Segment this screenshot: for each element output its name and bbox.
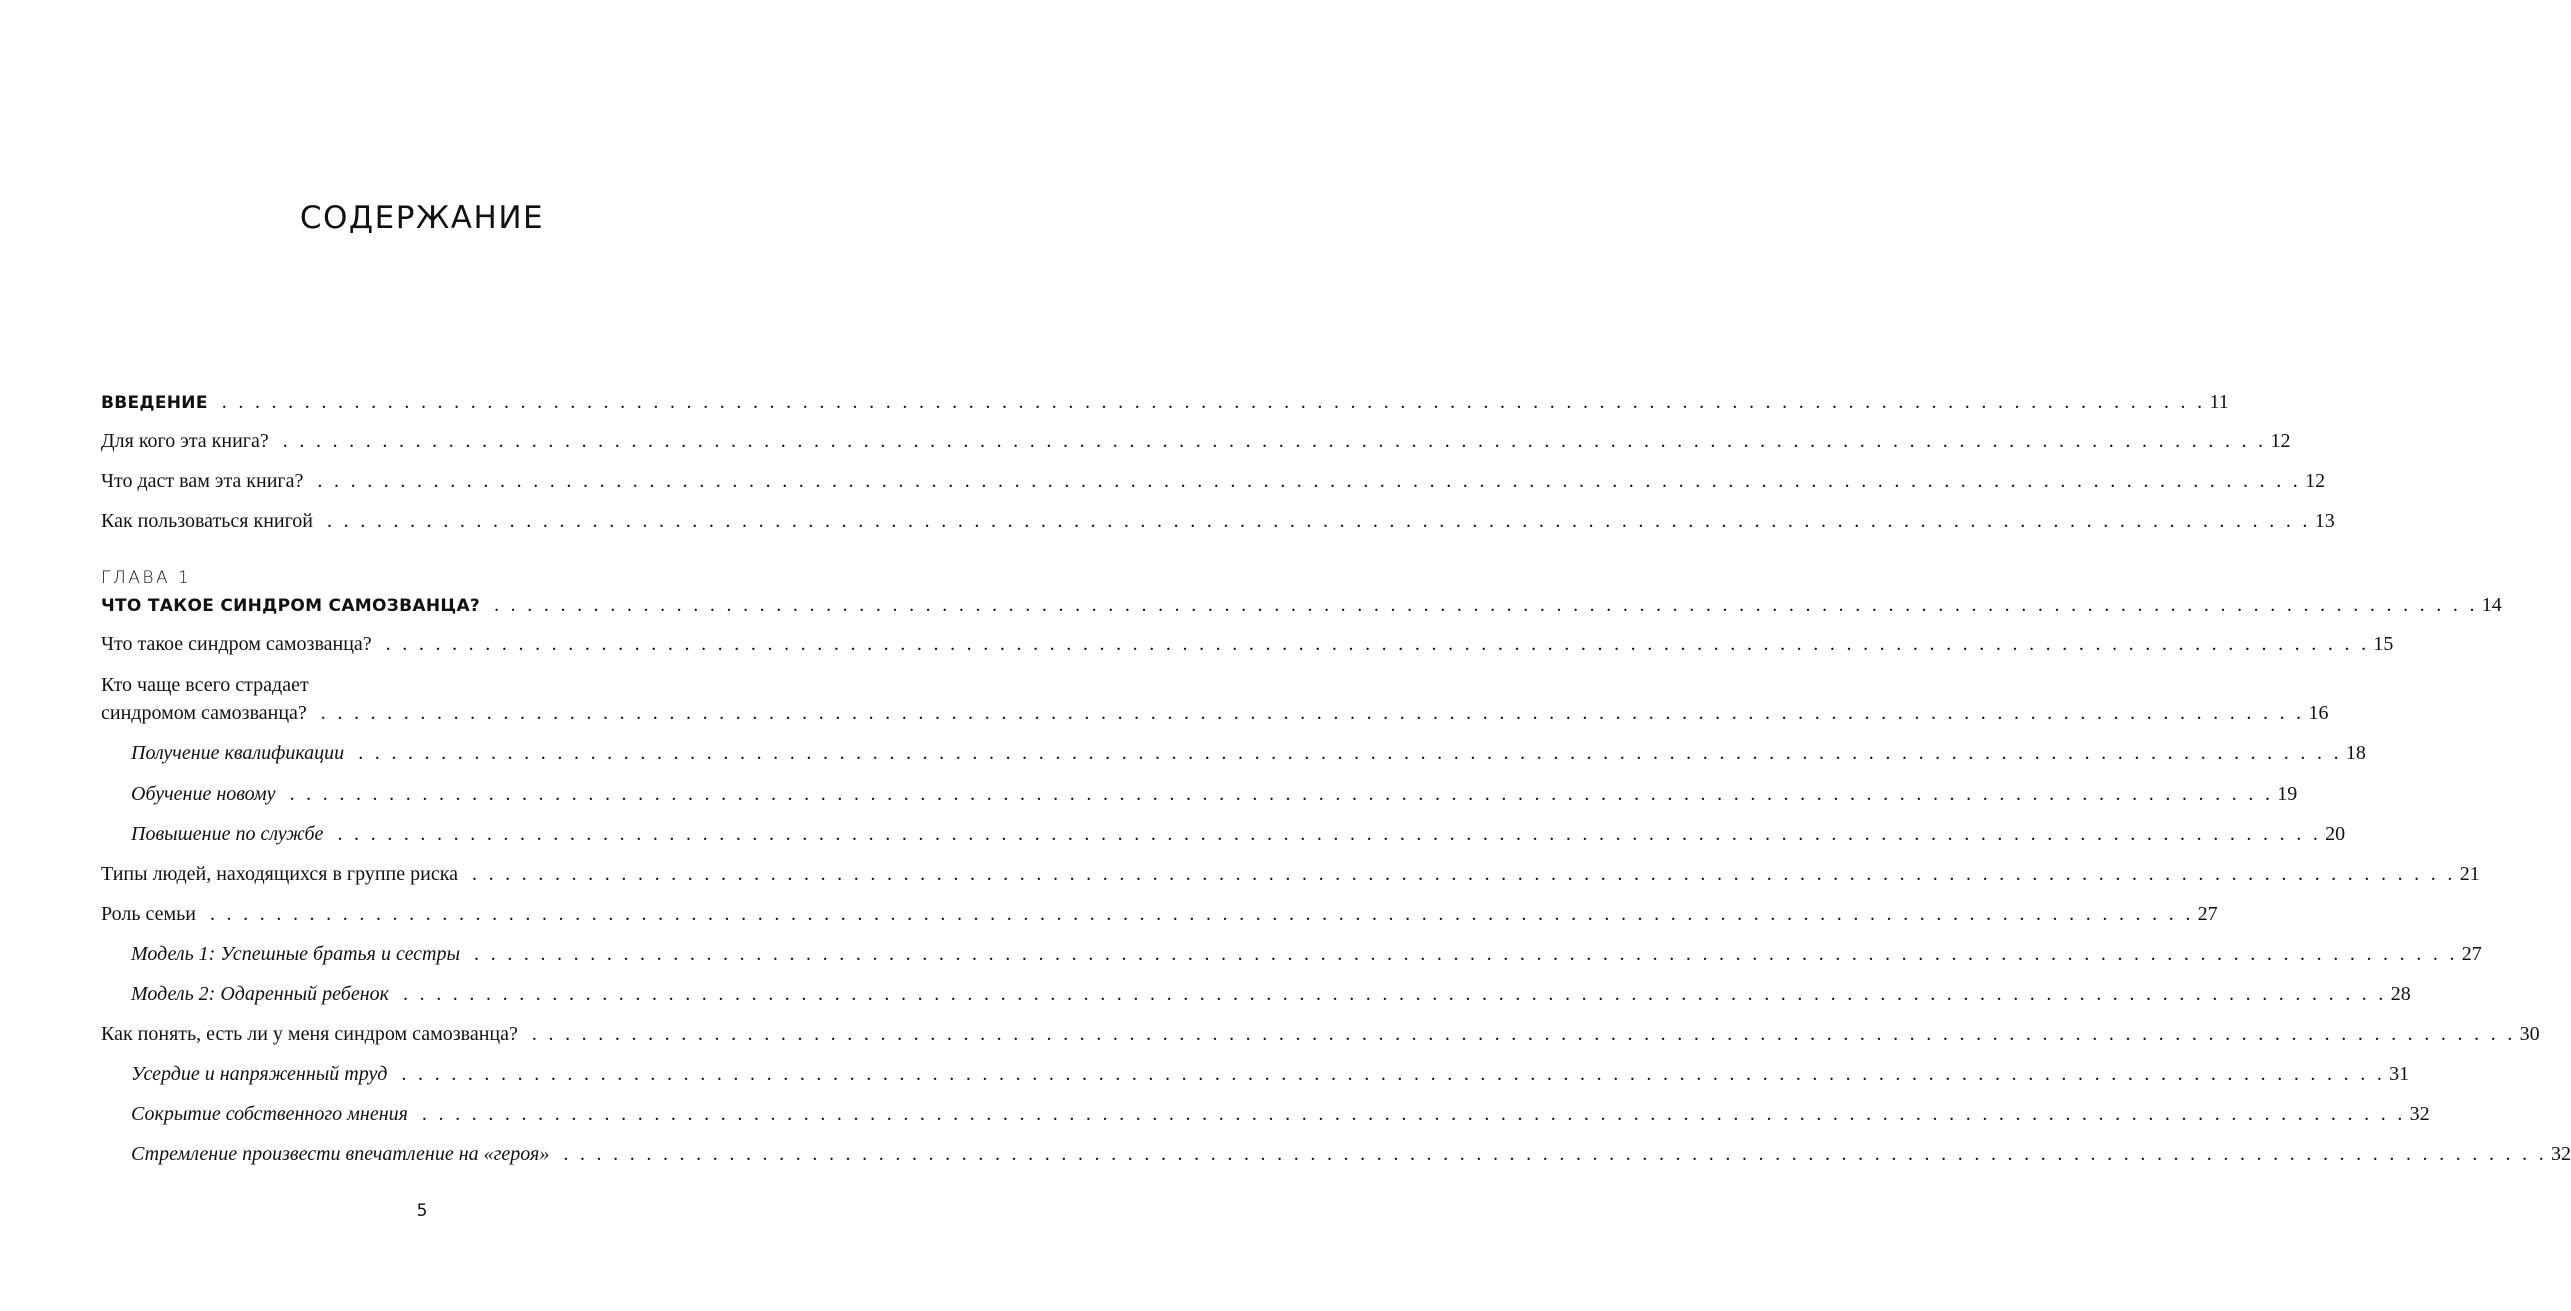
toc-entry[interactable]: Стремление произвести впечатление на «героя» . . . . . . . . . . . . . . . . . . . . . . . . . . . . . . . . . . . . . . . . . . . . . . . . . . . . . . . . . . . . . . . . . . . . . . . . . . . . . . . . . . . . . . . . . . . . . . . . . . . . . . . . . . . . . . . . . . . . . . . . 32 — [131, 1143, 2571, 1165]
toc-entry[interactable]: Модель 1: Успешные братья и сестры . . . . . . . . . . . . . . . . . . . . . . . . . . . . . . . . . . . . . . . . . . . . . . . . . . . . . . . . . . . . . . . . . . . . . . . . . . . . . . . . . . . . . . . . . . . . . . . . . . . . . . . . . . . . . . . . . . . . . . . . 27 — [131, 943, 2482, 965]
dot-leader: . . . . . . . . . . . . . . . . . . . . . . . . . . . . . . . . . . . . . . . . . . . . . . . . . . . . . . . . . . . . . . . . . . . . . . . . . . . . . . . . . . . . . . . . . . . . . . . . . . . . . . . . . . . . . . . . . . . . . . . . — [221, 391, 2206, 413]
toc-entry[interactable]: Для кого эта книга? . . . . . . . . . . . . . . . . . . . . . . . . . . . . . . . . . . . . . . . . . . . . . . . . . . . . . . . . . . . . . . . . . . . . . . . . . . . . . . . . . . . . . . . . . . . . . . . . . . . . . . . . . . . . . . . . . . . . . . . . 12 — [101, 430, 2291, 452]
toc-entry[interactable]: Модель 2: Одаренный ребенок . . . . . . . . . . . . . . . . . . . . . . . . . . . . . . . . . . . . . . . . . . . . . . . . . . . . . . . . . . . . . . . . . . . . . . . . . . . . . . . . . . . . . . . . . . . . . . . . . . . . . . . . . . . . . . . . . . . . . . . . 28 — [131, 983, 2411, 1005]
dot-leader: . . . . . . . . . . . . . . . . . . . . . . . . . . . . . . . . . . . . . . . . . . . . . . . . . . . . . . . . . . . . . . . . . . . . . . . . . . . . . . . . . . . . . . . . . . . . . . . . . . . . . . . . . . . . . . . . . . . . . . . . — [421, 1103, 2406, 1125]
toc-entry-title: Что такое синдром самозванца? — [101, 633, 372, 655]
toc-entry[interactable]: Типы людей, находящихся в группе риска . . . . . . . . . . . . . . . . . . . . . . . . . . . . . . . . . . . . . . . . . . . . . . . . . . . . . . . . . . . . . . . . . . . . . . . . . . . . . . . . . . . . . . . . . . . . . . . . . . . . . . . . . . . . . . . . . . . . . . . . 21 — [101, 863, 2480, 885]
dot-leader: . . . . . . . . . . . . . . . . . . . . . . . . . . . . . . . . . . . . . . . . . . . . . . . . . . . . . . . . . . . . . . . . . . . . . . . . . . . . . . . . . . . . . . . . . . . . . . . . . . . . . . . . . . . . . . . . . . . . . . . . — [531, 1023, 2516, 1045]
dot-leader: . . . . . . . . . . . . . . . . . . . . . . . . . . . . . . . . . . . . . . . . . . . . . . . . . . . . . . . . . . . . . . . . . . . . . . . . . . . . . . . . . . . . . . . . . . . . . . . . . . . . . . . . . . . . . . . . . . . . . . . . — [289, 783, 2274, 805]
toc-entry[interactable]: Получение квалификации . . . . . . . . . . . . . . . . . . . . . . . . . . . . . . . . . . . . . . . . . . . . . . . . . . . . . . . . . . . . . . . . . . . . . . . . . . . . . . . . . . . . . . . . . . . . . . . . . . . . . . . . . . . . . . . . . . . . . . . . 18 — [131, 742, 2366, 764]
toc-entry[interactable]: Как понять, есть ли у меня синдром самозванца? . . . . . . . . . . . . . . . . . . . . . . . . . . . . . . . . . . . . . . . . . . . . . . . . . . . . . . . . . . . . . . . . . . . . . . . . . . . . . . . . . . . . . . . . . . . . . . . . . . . . . . . . . . . . . . . . . . . . . . . . 30 — [101, 1023, 2540, 1045]
toc-entry-title: Роль семьи — [101, 903, 196, 925]
toc-entry-title: Модель 1: Успешные братья и сестры — [131, 943, 461, 965]
page-number: 5 — [416, 1201, 428, 1221]
toc-entry-title: Повышение по службе — [131, 823, 324, 845]
toc-entry-title: Как понять, есть ли у меня синдром самозванца? — [101, 1023, 518, 1045]
dot-leader: . . . . . . . . . . . . . . . . . . . . . . . . . . . . . . . . . . . . . . . . . . . . . . . . . . . . . . . . . . . . . . . . . . . . . . . . . . . . . . . . . . . . . . . . . . . . . . . . . . . . . . . . . . . . . . . . . . . . . . . . — [563, 1143, 2548, 1165]
dot-leader: . . . . . . . . . . . . . . . . . . . . . . . . . . . . . . . . . . . . . . . . . . . . . . . . . . . . . . . . . . . . . . . . . . . . . . . . . . . . . . . . . . . . . . . . . . . . . . . . . . . . . . . . . . . . . . . . . . . . . . . . — [494, 594, 2478, 616]
toc-entry[interactable]: Усердие и напряженный труд . . . . . . . . . . . . . . . . . . . . . . . . . . . . . . . . . . . . . . . . . . . . . . . . . . . . . . . . . . . . . . . . . . . . . . . . . . . . . . . . . . . . . . . . . . . . . . . . . . . . . . . . . . . . . . . . . . . . . . . . 31 — [131, 1063, 2410, 1085]
toc-entry-title: Для кого эта книга? — [101, 430, 269, 452]
toc-entry-title: синдромом самозванца? — [101, 702, 307, 724]
dot-leader: . . . . . . . . . . . . . . . . . . . . . . . . . . . . . . . . . . . . . . . . . . . . . . . . . . . . . . . . . . . . . . . . . . . . . . . . . . . . . . . . . . . . . . . . . . . . . . . . . . . . . . . . . . . . . . . . . . . . . . . . — [474, 943, 2458, 965]
toc-entry-title: Модель 2: Одаренный ребенок — [131, 983, 389, 1005]
toc-entry[interactable]: Как пользоваться книгой . . . . . . . . . . . . . . . . . . . . . . . . . . . . . . . . . . . . . . . . . . . . . . . . . . . . . . . . . . . . . . . . . . . . . . . . . . . . . . . . . . . . . . . . . . . . . . . . . . . . . . . . . . . . . . . . . . . . . . . . 13 — [101, 510, 2335, 532]
toc-entry[interactable]: Обучение новому . . . . . . . . . . . . . . . . . . . . . . . . . . . . . . . . . . . . . . . . . . . . . . . . . . . . . . . . . . . . . . . . . . . . . . . . . . . . . . . . . . . . . . . . . . . . . . . . . . . . . . . . . . . . . . . . . . . . . . . . 19 — [131, 783, 2298, 805]
toc-entry[interactable]: Повышение по службе . . . . . . . . . . . . . . . . . . . . . . . . . . . . . . . . . . . . . . . . . . . . . . . . . . . . . . . . . . . . . . . . . . . . . . . . . . . . . . . . . . . . . . . . . . . . . . . . . . . . . . . . . . . . . . . . . . . . . . . . 20 — [131, 823, 2346, 845]
dot-leader: . . . . . . . . . . . . . . . . . . . . . . . . . . . . . . . . . . . . . . . . . . . . . . . . . . . . . . . . . . . . . . . . . . . . . . . . . . . . . . . . . . . . . . . . . . . . . . . . . . . . . . . . . . . . . . . . . . . . . . . . — [471, 863, 2456, 885]
toc-entry-title: ЧТО ТАКОЕ СИНДРОМ САМОЗВАНЦА? — [101, 596, 481, 616]
toc-entry-title: Что даст вам эта книга? — [101, 470, 304, 492]
toc-entry-title: Стремление произвести впечатление на «героя» — [131, 1143, 550, 1165]
dot-leader: . . . . . . . . . . . . . . . . . . . . . . . . . . . . . . . . . . . . . . . . . . . . . . . . . . . . . . . . . . . . . . . . . . . . . . . . . . . . . . . . . . . . . . . . . . . . . . . . . . . . . . . . . . . . . . . . . . . . . . . . — [403, 983, 2387, 1005]
toc-entry[interactable]: ВВЕДЕНИЕ . . . . . . . . . . . . . . . . . . . . . . . . . . . . . . . . . . . . . . . . . . . . . . . . . . . . . . . . . . . . . . . . . . . . . . . . . . . . . . . . . . . . . . . . . . . . . . . . . . . . . . . . . . . . . . . . . . . . . . . . 11 — [101, 391, 2229, 413]
toc-entry[interactable]: синдромом самозванца? . . . . . . . . . . . . . . . . . . . . . . . . . . . . . . . . . . . . . . . . . . . . . . . . . . . . . . . . . . . . . . . . . . . . . . . . . . . . . . . . . . . . . . . . . . . . . . . . . . . . . . . . . . . . . . . . . . . . . . . . 16 — [101, 702, 2329, 724]
toc-entry[interactable]: ЧТО ТАКОЕ СИНДРОМ САМОЗВАНЦА? . . . . . . . . . . . . . . . . . . . . . . . . . . . . . . . . . . . . . . . . . . . . . . . . . . . . . . . . . . . . . . . . . . . . . . . . . . . . . . . . . . . . . . . . . . . . . . . . . . . . . . . . . . . . . . . . . . . . . . . . 14 — [101, 594, 2502, 616]
toc-entry-title: Усердие и напряженный труд — [131, 1063, 388, 1085]
toc-entry[interactable]: Роль семьи . . . . . . . . . . . . . . . . . . . . . . . . . . . . . . . . . . . . . . . . . . . . . . . . . . . . . . . . . . . . . . . . . . . . . . . . . . . . . . . . . . . . . . . . . . . . . . . . . . . . . . . . . . . . . . . . . . . . . . . . 27 — [101, 903, 2218, 925]
toc-entry-title: Сокрытие собственного мнения — [131, 1103, 408, 1125]
toc-entry-title: Обучение новому — [131, 783, 276, 805]
chapter-label: ГЛАВА 1 — [101, 568, 192, 588]
toc-entry-title: ВВЕДЕНИЕ — [101, 393, 208, 413]
dot-leader: . . . . . . . . . . . . . . . . . . . . . . . . . . . . . . . . . . . . . . . . . . . . . . . . . . . . . . . . . . . . . . . . . . . . . . . . . . . . . . . . . . . . . . . . . . . . . . . . . . . . . . . . . . . . . . . . . . . . . . . . — [358, 742, 2342, 764]
dot-leader: . . . . . . . . . . . . . . . . . . . . . . . . . . . . . . . . . . . . . . . . . . . . . . . . . . . . . . . . . . . . . . . . . . . . . . . . . . . . . . . . . . . . . . . . . . . . . . . . . . . . . . . . . . . . . . . . . . . . . . . . — [282, 430, 2267, 452]
dot-leader: . . . . . . . . . . . . . . . . . . . . . . . . . . . . . . . . . . . . . . . . . . . . . . . . . . . . . . . . . . . . . . . . . . . . . . . . . . . . . . . . . . . . . . . . . . . . . . . . . . . . . . . . . . . . . . . . . . . . . . . . — [327, 510, 2311, 532]
dot-leader: . . . . . . . . . . . . . . . . . . . . . . . . . . . . . . . . . . . . . . . . . . . . . . . . . . . . . . . . . . . . . . . . . . . . . . . . . . . . . . . . . . . . . . . . . . . . . . . . . . . . . . . . . . . . . . . . . . . . . . . . — [337, 823, 2322, 845]
dot-leader: . . . . . . . . . . . . . . . . . . . . . . . . . . . . . . . . . . . . . . . . . . . . . . . . . . . . . . . . . . . . . . . . . . . . . . . . . . . . . . . . . . . . . . . . . . . . . . . . . . . . . . . . . . . . . . . . . . . . . . . . — [401, 1063, 2386, 1085]
toc-entry-title: Как пользоваться книгой — [101, 510, 314, 532]
toc-entry[interactable]: Что даст вам эта книга? . . . . . . . . . . . . . . . . . . . . . . . . . . . . . . . . . . . . . . . . . . . . . . . . . . . . . . . . . . . . . . . . . . . . . . . . . . . . . . . . . . . . . . . . . . . . . . . . . . . . . . . . . . . . . . . . . . . . . . . . 12 — [101, 470, 2326, 492]
dot-leader: . . . . . . . . . . . . . . . . . . . . . . . . . . . . . . . . . . . . . . . . . . . . . . . . . . . . . . . . . . . . . . . . . . . . . . . . . . . . . . . . . . . . . . . . . . . . . . . . . . . . . . . . . . . . . . . . . . . . . . . . — [317, 470, 2302, 492]
dot-leader: . . . . . . . . . . . . . . . . . . . . . . . . . . . . . . . . . . . . . . . . . . . . . . . . . . . . . . . . . . . . . . . . . . . . . . . . . . . . . . . . . . . . . . . . . . . . . . . . . . . . . . . . . . . . . . . . . . . . . . . . — [385, 633, 2370, 655]
dot-leader: . . . . . . . . . . . . . . . . . . . . . . . . . . . . . . . . . . . . . . . . . . . . . . . . . . . . . . . . . . . . . . . . . . . . . . . . . . . . . . . . . . . . . . . . . . . . . . . . . . . . . . . . . . . . . . . . . . . . . . . . — [320, 702, 2305, 724]
toc-entry-title: Получение квалификации — [131, 742, 345, 764]
toc-entry-title: Типы людей, находящихся в группе риска — [101, 863, 458, 885]
toc-entry[interactable]: Что такое синдром самозванца? . . . . . . . . . . . . . . . . . . . . . . . . . . . . . . . . . . . . . . . . . . . . . . . . . . . . . . . . . . . . . . . . . . . . . . . . . . . . . . . . . . . . . . . . . . . . . . . . . . . . . . . . . . . . . . . . . . . . . . . . 15 — [101, 633, 2394, 655]
page-title: СОДЕРЖАНИЕ — [299, 200, 545, 236]
dot-leader: . . . . . . . . . . . . . . . . . . . . . . . . . . . . . . . . . . . . . . . . . . . . . . . . . . . . . . . . . . . . . . . . . . . . . . . . . . . . . . . . . . . . . . . . . . . . . . . . . . . . . . . . . . . . . . . . . . . . . . . . — [209, 903, 2194, 925]
toc-entry[interactable]: Сокрытие собственного мнения . . . . . . . . . . . . . . . . . . . . . . . . . . . . . . . . . . . . . . . . . . . . . . . . . . . . . . . . . . . . . . . . . . . . . . . . . . . . . . . . . . . . . . . . . . . . . . . . . . . . . . . . . . . . . . . . . . . . . . . . 32 — [131, 1103, 2430, 1125]
toc-entry-line1: Кто чаще всего страдает — [101, 674, 309, 696]
